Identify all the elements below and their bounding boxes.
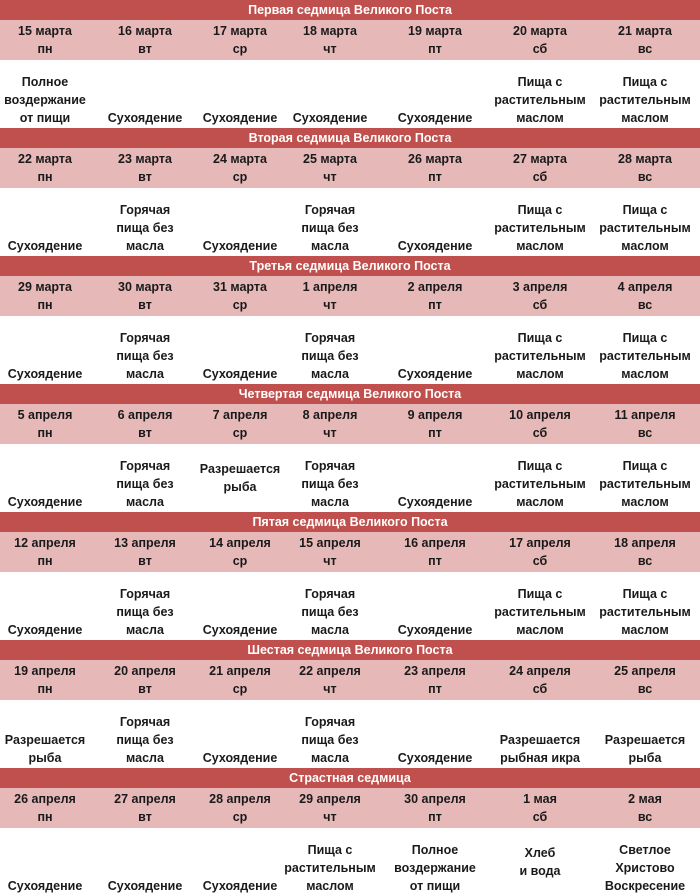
date-cell — [0, 148, 90, 188]
food-rule-cell: Сухоядение — [7, 879, 83, 893]
day-of-week: вт — [138, 426, 152, 440]
day-date: 16 марта — [118, 24, 172, 38]
date-cell — [380, 20, 490, 60]
day-date: 13 апреля — [114, 536, 176, 550]
date-cell — [280, 788, 380, 828]
date-row — [0, 148, 700, 188]
day-date: 25 апреля — [614, 664, 676, 678]
day-date: 29 апреля — [299, 792, 361, 806]
week-header: Третья седмица Великого Поста — [0, 256, 700, 276]
day-of-week: чт — [323, 554, 337, 568]
date-cell — [490, 660, 590, 700]
date-cell — [490, 788, 590, 828]
food-rule-cell: Сухоядение — [7, 367, 83, 381]
day-of-week: чт — [323, 682, 337, 696]
date-cell — [380, 276, 490, 316]
day-date: 2 мая — [628, 792, 662, 806]
food-rule-cell: Разрешается рыбная икра — [499, 733, 581, 765]
week-header: Страстная седмица — [0, 768, 700, 788]
date-row — [0, 404, 700, 444]
date-cell — [280, 276, 380, 316]
food-rule-cell: Сухоядение — [202, 367, 278, 381]
day-date: 22 марта — [18, 152, 72, 166]
day-of-week: вт — [138, 170, 152, 184]
day-date: 24 марта — [213, 152, 267, 166]
food-row — [0, 572, 700, 640]
day-of-week: пн — [37, 298, 53, 312]
food-rule-cell: Разрешается рыба — [4, 733, 86, 765]
date-cell — [590, 404, 700, 444]
food-rule-cell: Горячая пища без масла — [116, 331, 174, 381]
day-of-week: пт — [428, 298, 442, 312]
food-rule-cell: Сухоядение — [7, 239, 83, 253]
date-cell — [280, 148, 380, 188]
date-cell — [200, 20, 280, 60]
date-cell — [590, 148, 700, 188]
food-rule-cell: Пища с растительным маслом — [494, 331, 586, 381]
date-row — [0, 276, 700, 316]
date-cell — [90, 788, 200, 828]
day-of-week: вс — [637, 170, 653, 184]
day-of-week: ср — [232, 554, 248, 568]
day-date: 30 апреля — [404, 792, 466, 806]
date-cell — [0, 660, 90, 700]
day-date: 6 апреля — [117, 408, 173, 422]
day-date: 22 апреля — [299, 664, 361, 678]
date-cell — [90, 20, 200, 60]
week-header: Вторая седмица Великого Поста — [0, 128, 700, 148]
food-rule-cell: Сухоядение — [202, 239, 278, 253]
date-cell — [200, 660, 280, 700]
food-rule-cell: Сухоядение — [202, 879, 278, 893]
food-rule-cell: Хлеб и вода — [519, 845, 561, 878]
day-date: 21 марта — [618, 24, 672, 38]
date-cell — [0, 276, 90, 316]
day-date: 28 марта — [618, 152, 672, 166]
day-date: 27 апреля — [114, 792, 176, 806]
day-of-week: вт — [138, 810, 152, 824]
date-cell — [490, 404, 590, 444]
day-date: 27 марта — [513, 152, 567, 166]
day-date: 19 марта — [408, 24, 462, 38]
date-row — [0, 532, 700, 572]
day-date: 1 мая — [523, 792, 557, 806]
day-of-week: вт — [138, 42, 152, 56]
week-header: Четвертая седмица Великого Поста — [0, 384, 700, 404]
date-cell — [90, 148, 200, 188]
day-date: 14 апреля — [209, 536, 271, 550]
food-rule-cell: Сухоядение — [107, 111, 183, 125]
food-row — [0, 60, 700, 128]
food-row — [0, 316, 700, 384]
date-cell — [590, 276, 700, 316]
day-date: 12 апреля — [14, 536, 76, 550]
day-of-week: сб — [532, 426, 548, 440]
date-cell — [490, 148, 590, 188]
day-of-week: вс — [637, 426, 653, 440]
food-rule-cell: Сухоядение — [397, 111, 473, 125]
food-rule-cell: Светлое Христово Воскресение — [604, 843, 686, 893]
food-rule-cell: Сухоядение — [7, 495, 83, 509]
food-rule-cell: Горячая пища без масла — [116, 715, 174, 765]
food-rule-cell: Горячая пища без масла — [301, 203, 359, 253]
date-cell — [200, 788, 280, 828]
day-of-week: сб — [532, 298, 548, 312]
food-rule-cell: Сухоядение — [202, 111, 278, 125]
day-of-week: ср — [232, 682, 248, 696]
day-date: 4 апреля — [617, 280, 673, 294]
date-cell — [90, 532, 200, 572]
food-rule-cell: Полное воздержание от пищи — [394, 843, 476, 893]
food-rule-cell: Пища с растительным маслом — [494, 587, 586, 637]
food-row — [0, 700, 700, 768]
day-of-week: ср — [232, 426, 248, 440]
date-cell — [0, 788, 90, 828]
food-rule-cell: Горячая пища без масла — [301, 715, 359, 765]
food-rule-cell: Пища с растительным маслом — [599, 203, 691, 253]
day-of-week: сб — [532, 810, 548, 824]
date-cell — [490, 20, 590, 60]
food-rule-cell: Горячая пища без масла — [116, 587, 174, 637]
date-cell — [0, 404, 90, 444]
day-date: 23 марта — [118, 152, 172, 166]
day-date: 26 апреля — [14, 792, 76, 806]
food-rule-cell: Полное воздержание от пищи — [4, 75, 86, 125]
day-date: 11 апреля — [614, 408, 676, 422]
day-of-week: вс — [637, 810, 653, 824]
date-cell — [200, 148, 280, 188]
date-row — [0, 20, 700, 60]
day-date: 20 апреля — [114, 664, 176, 678]
date-cell — [380, 660, 490, 700]
day-of-week: пн — [37, 42, 53, 56]
day-date: 31 марта — [213, 280, 267, 294]
day-of-week: пн — [37, 810, 53, 824]
day-date: 16 апреля — [404, 536, 466, 550]
day-date: 8 апреля — [302, 408, 358, 422]
day-of-week: ср — [232, 170, 248, 184]
day-date: 18 апреля — [614, 536, 676, 550]
day-of-week: чт — [323, 298, 337, 312]
day-of-week: пт — [428, 426, 442, 440]
food-rule-cell: Пища с растительным маслом — [494, 203, 586, 253]
food-rule-cell: Горячая пища без масла — [116, 459, 174, 509]
day-date: 25 марта — [303, 152, 357, 166]
day-date: 7 апреля — [212, 408, 268, 422]
day-of-week: пн — [37, 170, 53, 184]
day-of-week: сб — [532, 554, 548, 568]
day-date: 3 апреля — [512, 280, 568, 294]
day-of-week: ср — [232, 42, 248, 56]
date-cell — [0, 20, 90, 60]
date-cell — [90, 404, 200, 444]
date-cell — [590, 532, 700, 572]
food-rule-cell: Сухоядение — [7, 623, 83, 637]
day-date: 9 апреля — [407, 408, 463, 422]
day-of-week: вт — [138, 298, 152, 312]
date-cell — [280, 532, 380, 572]
food-rule-cell: Пища с растительным маслом — [494, 75, 586, 125]
week-header: Пятая седмица Великого Поста — [0, 512, 700, 532]
day-date: 28 апреля — [209, 792, 271, 806]
day-of-week: чт — [323, 42, 337, 56]
day-date: 18 марта — [303, 24, 357, 38]
day-of-week: пн — [37, 682, 53, 696]
day-date: 23 апреля — [404, 664, 466, 678]
food-rule-cell: Горячая пища без масла — [301, 459, 359, 509]
date-row — [0, 660, 700, 700]
day-of-week: пт — [428, 682, 442, 696]
day-of-week: сб — [532, 682, 548, 696]
food-rule-cell: Горячая пища без масла — [301, 587, 359, 637]
date-cell — [280, 404, 380, 444]
date-cell — [0, 532, 90, 572]
week-header: Первая седмица Великого Поста — [0, 0, 700, 20]
food-rule-cell: Разрешается рыба — [604, 733, 686, 765]
date-cell — [200, 532, 280, 572]
day-of-week: вс — [637, 554, 653, 568]
food-rule-cell: Сухоядение — [397, 623, 473, 637]
day-date: 21 апреля — [209, 664, 271, 678]
food-rule-cell: Сухоядение — [202, 751, 278, 765]
day-of-week: пт — [428, 170, 442, 184]
date-cell — [590, 788, 700, 828]
food-rule-cell: Горячая пища без масла — [116, 203, 174, 253]
day-of-week: вт — [138, 554, 152, 568]
day-date: 1 апреля — [302, 280, 358, 294]
day-date: 17 марта — [213, 24, 267, 38]
day-of-week: пн — [37, 426, 53, 440]
date-cell — [380, 532, 490, 572]
day-of-week: вс — [637, 42, 653, 56]
day-of-week: чт — [323, 170, 337, 184]
day-date: 19 апреля — [14, 664, 76, 678]
day-date: 10 апреля — [509, 408, 571, 422]
day-of-week: чт — [323, 810, 337, 824]
day-date: 30 марта — [118, 280, 172, 294]
date-cell — [90, 660, 200, 700]
food-rule-cell: Разрешается рыба — [199, 461, 281, 494]
date-cell — [200, 404, 280, 444]
day-of-week: вт — [138, 682, 152, 696]
day-of-week: пн — [37, 554, 53, 568]
food-rule-cell: Сухоядение — [292, 111, 368, 125]
food-rule-cell: Пища с растительным маслом — [599, 587, 691, 637]
date-cell — [200, 276, 280, 316]
day-of-week: сб — [532, 170, 548, 184]
day-date: 15 апреля — [299, 536, 361, 550]
food-row — [0, 828, 700, 896]
food-rule-cell: Пища с растительным маслом — [599, 459, 691, 509]
day-date: 5 апреля — [17, 408, 73, 422]
food-rule-cell: Пища с растительным маслом — [599, 75, 691, 125]
date-cell — [490, 532, 590, 572]
day-of-week: чт — [323, 426, 337, 440]
food-row — [0, 188, 700, 256]
date-cell — [590, 20, 700, 60]
food-rule-cell: Сухоядение — [397, 751, 473, 765]
date-cell — [380, 404, 490, 444]
week-header: Шестая седмица Великого Поста — [0, 640, 700, 660]
date-cell — [280, 20, 380, 60]
food-rule-cell: Сухоядение — [202, 623, 278, 637]
day-of-week: ср — [232, 298, 248, 312]
day-date: 17 апреля — [509, 536, 571, 550]
day-of-week: пт — [428, 810, 442, 824]
food-rule-cell: Сухоядение — [397, 239, 473, 253]
day-date: 24 апреля — [509, 664, 571, 678]
day-date: 26 марта — [408, 152, 462, 166]
food-rule-cell: Сухоядение — [397, 367, 473, 381]
day-of-week: вс — [637, 298, 653, 312]
date-cell — [590, 660, 700, 700]
date-row — [0, 788, 700, 828]
day-date: 15 марта — [18, 24, 72, 38]
day-date: 2 апреля — [407, 280, 463, 294]
day-of-week: пт — [428, 42, 442, 56]
date-cell — [380, 788, 490, 828]
day-of-week: вс — [637, 682, 653, 696]
date-cell — [90, 276, 200, 316]
date-cell — [280, 660, 380, 700]
food-row — [0, 444, 700, 512]
day-date: 29 марта — [18, 280, 72, 294]
food-rule-cell: Горячая пища без масла — [301, 331, 359, 381]
date-cell — [490, 276, 590, 316]
day-of-week: сб — [532, 42, 548, 56]
food-rule-cell: Сухоядение — [107, 879, 183, 893]
food-rule-cell: Сухоядение — [397, 495, 473, 509]
day-of-week: ср — [232, 810, 248, 824]
food-rule-cell: Пища с растительным маслом — [599, 331, 691, 381]
date-cell — [380, 148, 490, 188]
food-rule-cell: Пища с растительным маслом — [494, 459, 586, 509]
food-rule-cell: Пища с растительным маслом — [284, 843, 376, 893]
day-of-week: пт — [428, 554, 442, 568]
day-date: 20 марта — [513, 24, 567, 38]
